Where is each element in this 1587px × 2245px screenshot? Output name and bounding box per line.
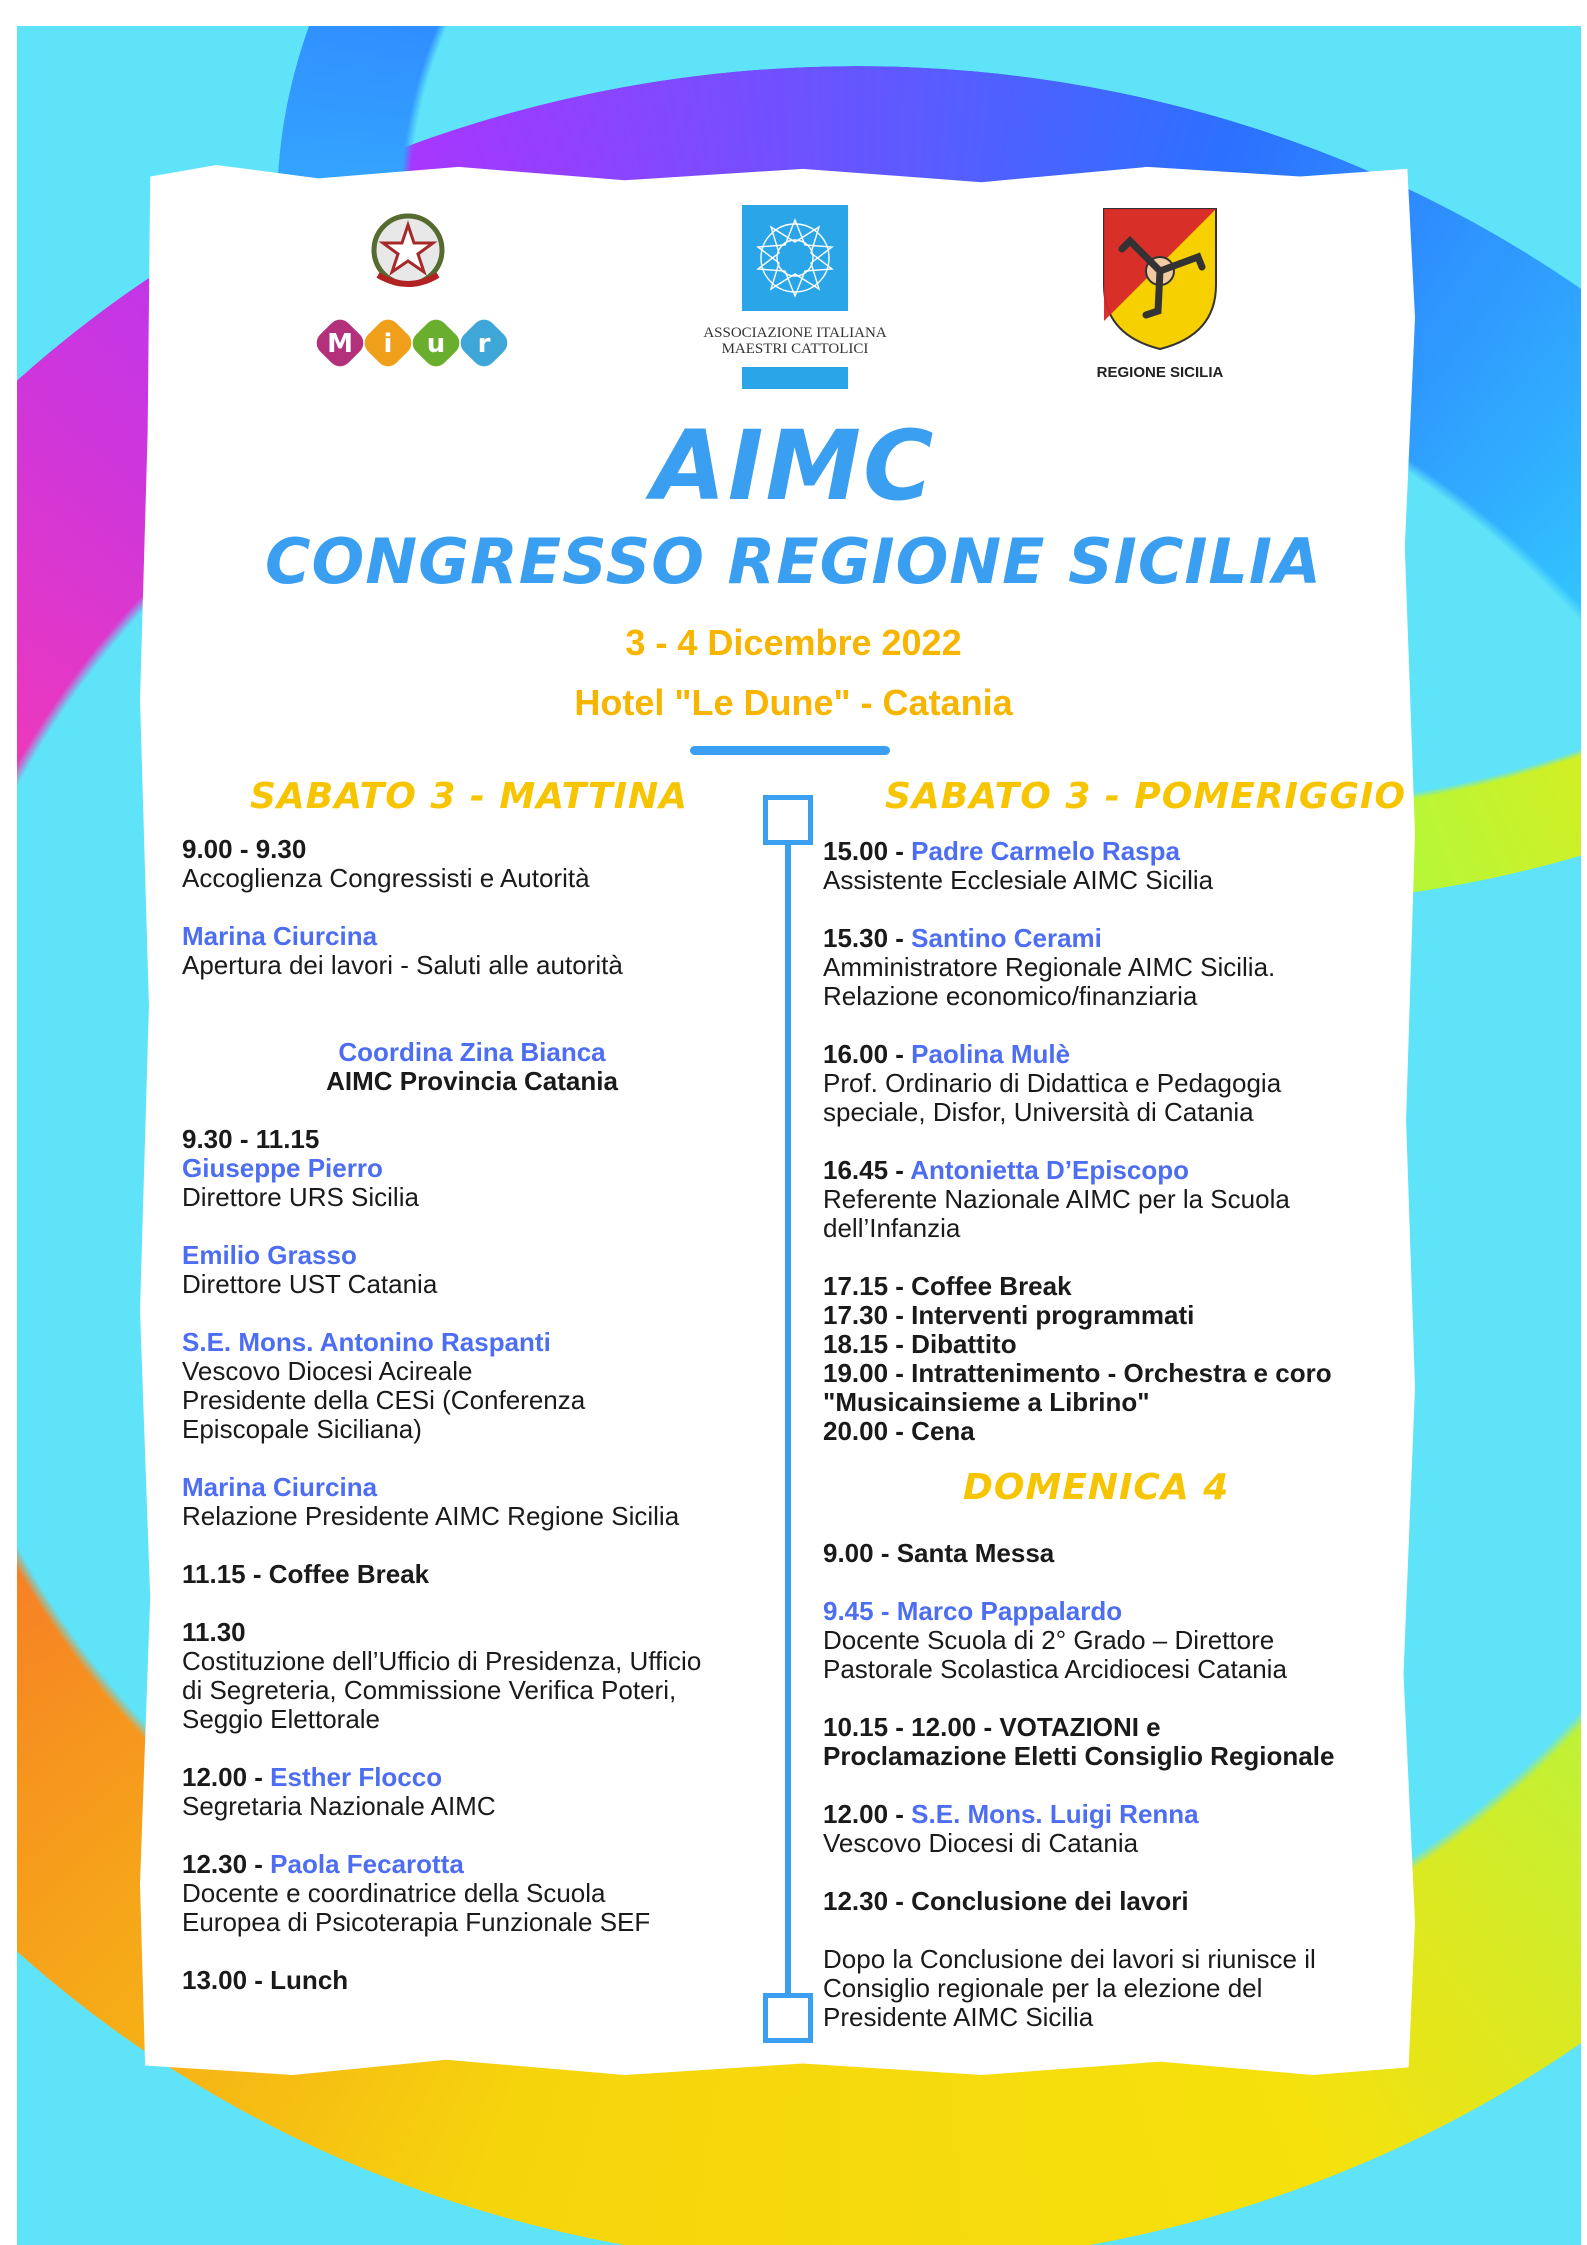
schedule-line: 17.30 - Interventi programmati [823,1300,1195,1330]
regione-sicilia-logo [1060,205,1260,395]
item-description: dell’Infanzia [823,1213,961,1243]
item-description: Direttore URS Sicilia [182,1182,419,1212]
item-description: Seggio Elettorale [182,1704,381,1734]
schedule-item [182,1328,782,1444]
item-time: 16.00 - [823,1039,912,1069]
speaker-name: Giuseppe Pierro [182,1153,383,1183]
item-description: Vescovo Diocesi di Catania [823,1828,1139,1858]
aimc-logo-line2: MAESTRI CATTOLICI [721,341,869,357]
aimc-logo-text [680,325,910,357]
item-time: 12.30 - [182,1849,271,1879]
schedule-line: 17.15 - Coffee Break [823,1271,1072,1301]
item-time: 9.30 - 11.15 [182,1124,320,1154]
schedule-line: 10.15 - 12.00 - VOTAZIONI e [823,1712,1161,1742]
schedule-item [182,1241,782,1299]
item-time: 15.30 - [823,923,912,953]
item-description: Accoglienza Congressisti e Autorità [182,863,590,893]
section-title-mattina: SABATO 3 - MATTINA [250,776,688,817]
aimc-logo-bar [742,367,848,389]
closing-note [823,1945,1403,2032]
section-title-pomeriggio: SABATO 3 - POMERIGGIO [885,776,1407,817]
schedule-item [823,1156,1403,1243]
event-date: 3 - 4 Dicembre 2022 [625,622,962,663]
item-description: Direttore UST Catania [182,1269,438,1299]
schedule-item [182,835,782,893]
item-description: Relazione Presidente AIMC Regione Sicilia [182,1501,680,1531]
item-description: speciale, Disfor, Università di Catania [823,1097,1254,1127]
item-description: Referente Nazionale AIMC per la Scuola [823,1184,1290,1214]
item-time: 9.00 - 9.30 [182,834,307,864]
note-line: Consiglio regionale per la elezione del [823,1973,1263,2003]
item-description: Presidente della CESi (Conferenza [182,1385,586,1415]
item-time: 12.00 - [182,1762,271,1792]
item-description: Apertura dei lavori - Saluti alle autorità [182,950,623,980]
item-description: Segretaria Nazionale AIMC [182,1791,496,1821]
item-time: 12.00 - [823,1799,912,1829]
schedule-item [182,922,782,980]
schedule-item [823,1597,1403,1684]
coordinator-name: Coordina Zina Bianca [338,1037,606,1067]
aimc-logo [680,205,910,395]
speaker-name: S.E. Mons. Luigi Renna [911,1799,1199,1829]
page-subtitle: CONGRESSO REGIONE SICILIA [265,525,1322,598]
schedule-item [182,1850,782,1937]
regione-sicilia-text: REGIONE SICILIA [1096,364,1224,381]
schedule-item [182,1125,782,1212]
timeline-square-bottom [763,1993,813,2043]
aimc-star-logo-icon [742,205,848,311]
schedule-item [823,1713,1403,1771]
speaker-name: Emilio Grasso [182,1240,357,1270]
item-description: Vescovo Diocesi Acireale [182,1356,473,1386]
item-time: 16.45 - [823,1155,911,1185]
item-description: Prof. Ordinario di Didattica e Pedagogia [823,1068,1282,1098]
item-description: Amministratore Regionale AIMC Sicilia. [823,952,1276,982]
schedule-item [182,1473,782,1531]
schedule-item [823,837,1403,895]
section-title-domenica: DOMENICA 4 [963,1467,1230,1508]
schedule-item [823,1800,1403,1858]
timeline-divider [785,828,791,2023]
title-underline [690,746,890,755]
schedule-item [182,1618,782,1734]
miur-logo [310,205,520,380]
schedule-line: "Musicainsieme a Librino" [823,1387,1150,1417]
svg-text:r: r [477,329,491,359]
speaker-name: Paolina Mulè [911,1039,1071,1069]
schedule-item [823,1040,1403,1127]
speaker-name: Marina Ciurcina [182,921,378,951]
speaker-name: Marina Ciurcina [182,1472,378,1502]
schedule-item: 11.15 - Coffee Break [182,1559,430,1589]
speaker-name: Esther Flocco [270,1762,443,1792]
italian-emblem-icon [310,205,520,380]
speaker-name: Padre Carmelo Raspa [911,836,1180,866]
schedule-line: Proclamazione Eletti Consiglio Regionale [823,1741,1335,1771]
coordinator-org: AIMC Provincia Catania [326,1066,618,1096]
schedule-item: 12.30 - Conclusione dei lavori [823,1886,1189,1916]
schedule-item: 13.00 - Lunch [182,1965,349,1995]
item-time: 15.00 - [823,836,912,866]
schedule-item [823,924,1403,1011]
item-description: di Segreteria, Commissione Verifica Poteri, [182,1675,677,1705]
svg-text:u: u [426,329,446,359]
item-description: Episcopale Siciliana) [182,1414,422,1444]
schedule-item: 9.00 - Santa Messa [823,1538,1055,1568]
item-description: Relazione economico/finanziaria [823,981,1198,1011]
item-time: 11.30 [182,1617,246,1647]
schedule-item [182,1763,782,1821]
trinacria-shield-icon [1100,205,1220,353]
note-line: Presidente AIMC Sicilia [823,2002,1094,2032]
speaker-name: Paola Fecarotta [270,1849,464,1879]
schedule-mattina [182,835,782,1995]
schedule-block [823,1272,1403,1446]
schedule-line: 19.00 - Intrattenimento - Orchestra e coro [823,1358,1332,1388]
svg-text:i: i [383,329,393,359]
item-description: Docente Scuola di 2° Grado – Direttore [823,1625,1275,1655]
item-description: Europea di Psicoterapia Funzionale SEF [182,1907,651,1937]
speaker-name: Santino Cerami [911,923,1102,953]
event-venue: Hotel "Le Dune" - Catania [574,682,1013,723]
speaker-name: 9.45 - Marco Pappalardo [823,1596,1123,1626]
speaker-name: S.E. Mons. Antonino Raspanti [182,1327,551,1357]
speaker-name: Antonietta D’Episcopo [910,1155,1189,1185]
item-description: Pastorale Scolastica Arcidiocesi Catania [823,1654,1287,1684]
coordinator-block [182,1038,762,1096]
item-description: Costituzione dell’Ufficio di Presidenza, Ufficio [182,1646,702,1676]
schedule-line: 18.15 - Dibattito [823,1329,1017,1359]
schedule-pomeriggio [823,837,1403,2032]
page-title: AIMC [651,410,936,522]
schedule-line: 20.00 - Cena [823,1416,975,1446]
note-line: Dopo la Conclusione dei lavori si riunisce il [823,1944,1316,1974]
aimc-logo-line1: ASSOCIAZIONE ITALIANA [703,325,887,341]
svg-text:M: M [327,329,353,359]
item-description: Docente e coordinatrice della Scuola [182,1878,606,1908]
item-description: Assistente Ecclesiale AIMC Sicilia [823,865,1214,895]
